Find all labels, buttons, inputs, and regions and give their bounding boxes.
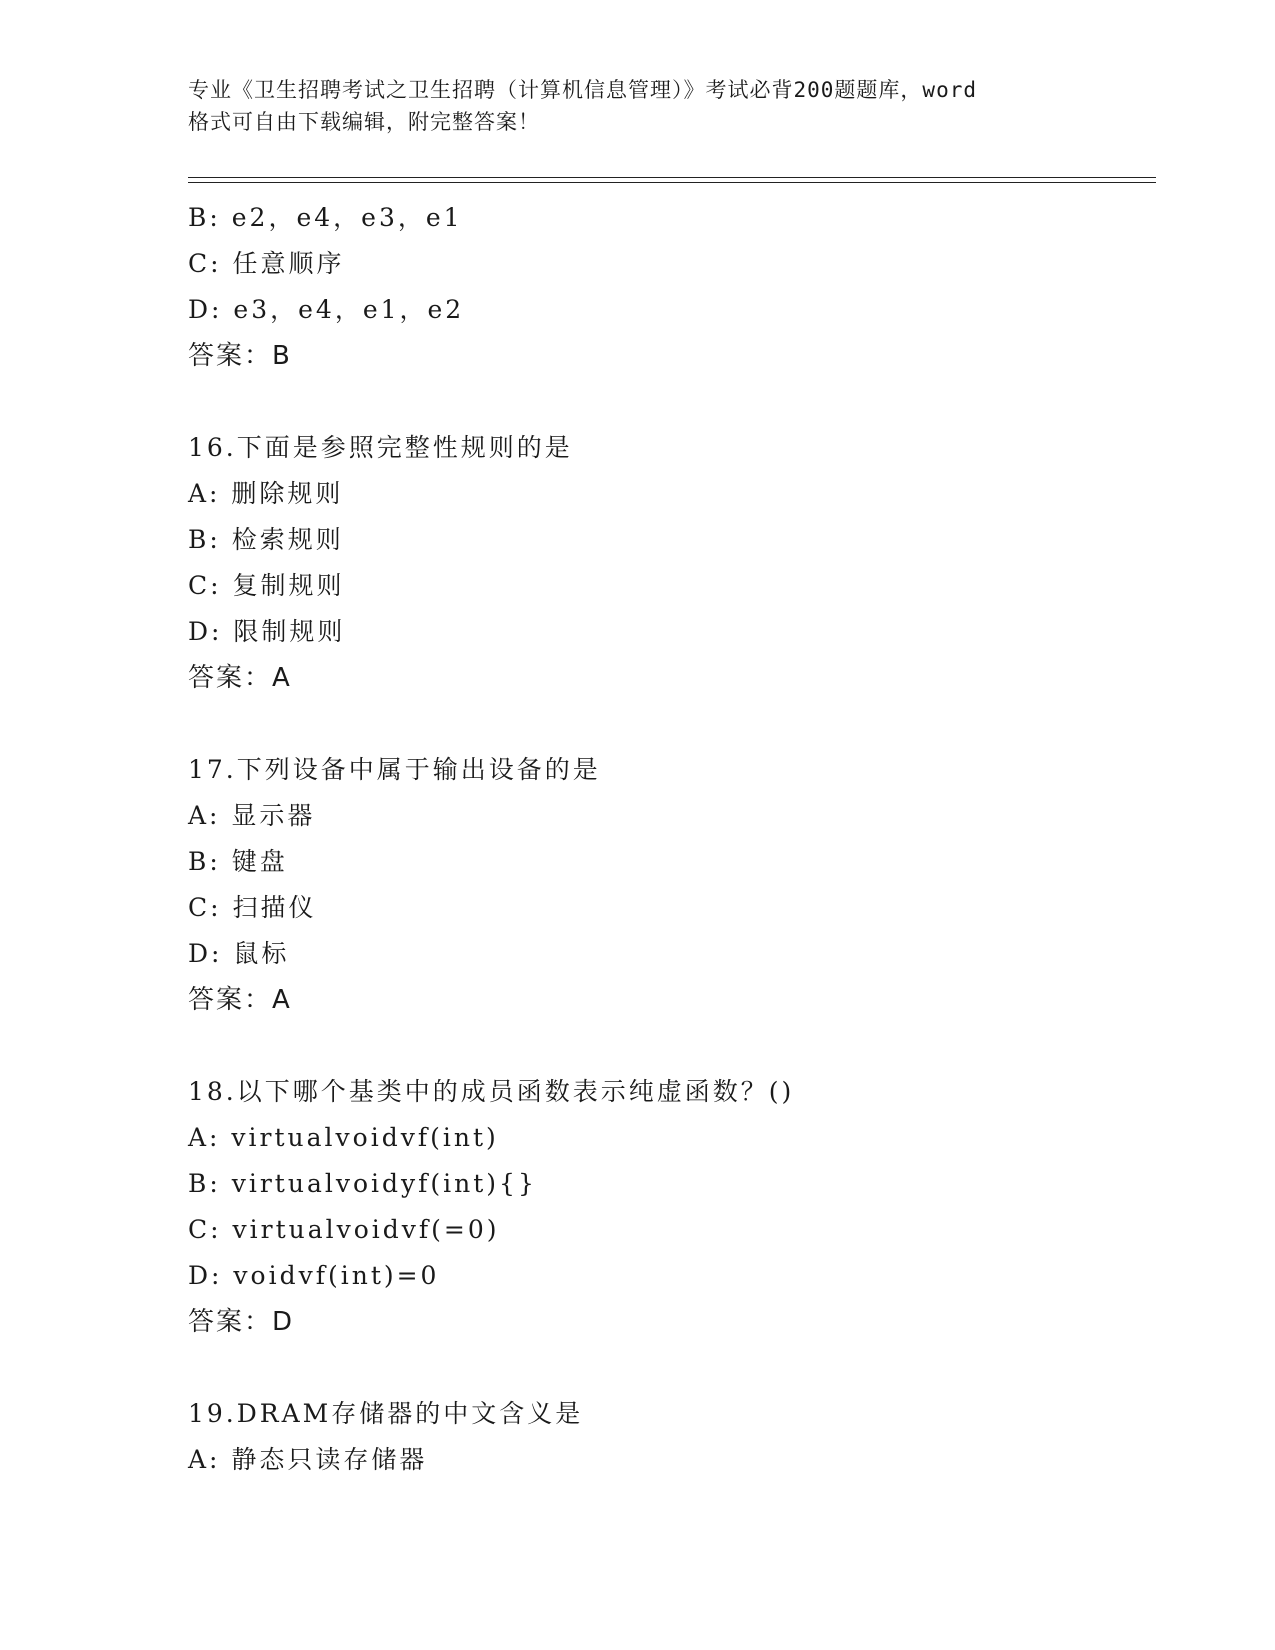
question-16	[188, 425, 1148, 701]
option-c: C: 扫描仪	[188, 893, 317, 922]
option-a: A: 删除规则	[188, 479, 344, 508]
option-d: D: 限制规则	[188, 617, 346, 646]
answer: 答案：A	[188, 985, 292, 1015]
option-c: C: 任意顺序	[188, 249, 345, 278]
option-b: B: 检索规则	[188, 525, 344, 554]
option-d: D: e3，e4，e1，e2	[188, 295, 465, 324]
header-divider-bottom	[188, 182, 1156, 183]
question-17	[188, 747, 1148, 1023]
option-d: D: voidvf(int)=0	[188, 1261, 440, 1290]
answer: 答案：B	[188, 341, 292, 371]
answer: 答案：A	[188, 663, 292, 693]
question-19	[188, 1391, 1148, 1483]
spacer	[188, 379, 1148, 425]
option-b: B: e2，e4，e3，e1	[188, 203, 463, 232]
document-header	[188, 74, 1088, 138]
spacer	[188, 701, 1148, 747]
option-a: A: 静态只读存储器	[188, 1445, 428, 1474]
question-list	[188, 195, 1148, 1483]
header-line-2: 格式可自由下载编辑，附完整答案！	[188, 110, 540, 134]
question-18	[188, 1069, 1148, 1345]
option-a: A: 显示器	[188, 801, 316, 830]
answer: 答案：D	[188, 1307, 295, 1337]
option-b: B: 键盘	[188, 847, 288, 876]
question-stem: 17.下列设备中属于输出设备的是	[188, 755, 601, 784]
spacer	[188, 1023, 1148, 1069]
question-15-partial	[188, 195, 1148, 379]
question-stem: 16.下面是参照完整性规则的是	[188, 433, 573, 462]
option-b: B: virtualvoidyf(int){}	[188, 1169, 537, 1198]
header-divider-top	[188, 177, 1156, 178]
question-stem: 19.DRAM存储器的中文含义是	[188, 1399, 584, 1428]
option-d: D: 鼠标	[188, 939, 290, 968]
spacer	[188, 1345, 1148, 1391]
option-c: C: 复制规则	[188, 571, 345, 600]
option-a: A: virtualvoidvf(int)	[188, 1123, 499, 1152]
header-line-1: 专业《卫生招聘考试之卫生招聘（计算机信息管理）》考试必背200题题库，word	[188, 78, 977, 102]
option-c: C: virtualvoidvf(=0)	[188, 1215, 500, 1244]
question-stem: 18.以下哪个基类中的成员函数表示纯虚函数？()	[188, 1077, 795, 1106]
